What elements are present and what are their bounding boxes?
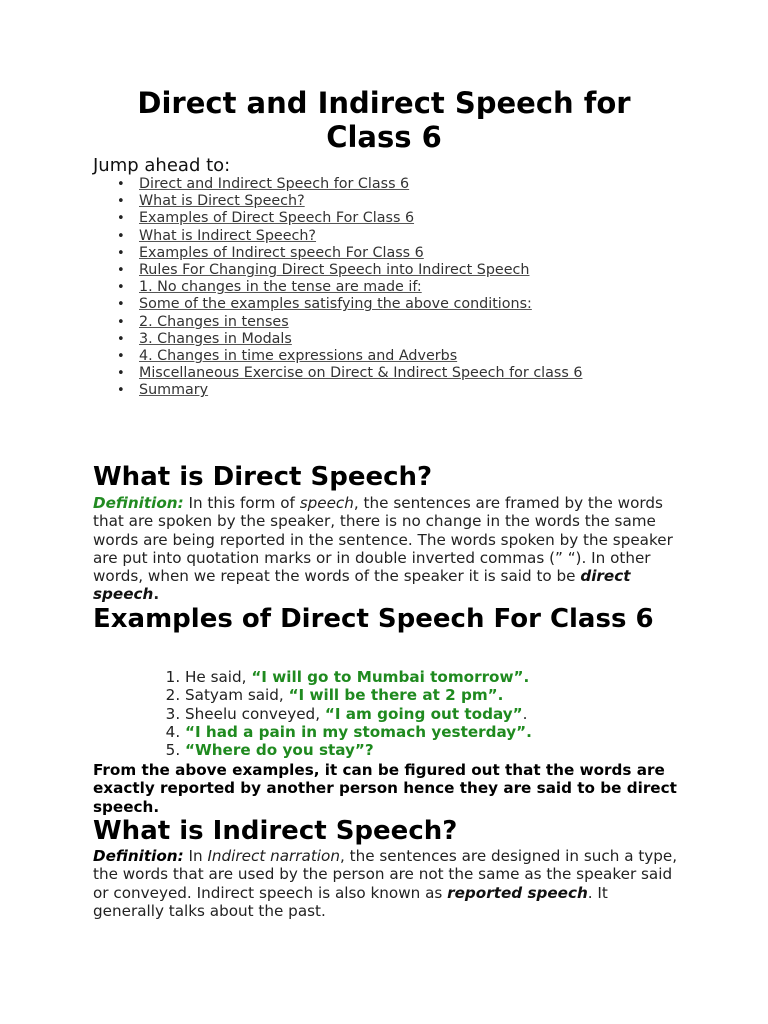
toc-item [139,382,582,399]
toc-item [139,279,582,296]
example-item [185,686,532,704]
example-item [185,668,532,686]
section-heading-direct-speech: What is Direct Speech? [93,462,433,492]
section-heading-indirect-speech: What is Indirect Speech? [93,816,458,846]
table-of-contents [93,176,582,400]
example-quote: “I am going out today” [324,704,523,723]
example-quote: “I will go to Mumbai tomorrow”. [251,668,530,686]
definition-end: . [153,585,160,604]
definition-text: In this form of [183,494,300,512]
toc-link[interactable]: 3. Changes in Modals [139,330,292,347]
definition-emphasis: direct speech [93,567,631,604]
jump-ahead-label: Jump ahead to: [93,155,231,176]
example-quote: “Where do you stay”? [185,741,374,760]
definition-label: Definition: [93,847,184,865]
toc-item [139,193,582,210]
definition-label: Definition: [93,494,184,512]
example-intro: Satyam said, [185,686,289,705]
toc-link[interactable]: What is Direct Speech? [139,193,305,210]
toc-link[interactable]: Direct and Indirect Speech for Class 6 [139,176,410,192]
example-quote: “I had a pain in my stomach yesterday”. [185,722,532,741]
example-item [185,723,532,741]
examples-conclusion: From the above examples, it can be figured out that the words are exactly reported by another person hence they are said to be direct speech. [93,761,677,816]
toc-link[interactable]: Miscellaneous Exercise on Direct & Indirect Speech for class 6 [139,365,583,382]
example-item [185,741,532,759]
definition-italic-term: speech [299,494,354,512]
example-intro: He said, [185,668,252,686]
definition-text: . It generally talks about the past. [93,883,608,920]
definition-text: , the sentences are designed in such a type, the words that are used by the person are not the same as the speaker said or conveyed. Indirect speech is also known as [93,847,678,902]
toc-link[interactable]: 1. No changes in the tense are made if: [139,279,422,296]
definition-emphasis: reported speech [447,883,588,902]
toc-link[interactable]: Some of the examples satisfying the above conditions: [139,296,532,313]
example-quote: “I will be there at 2 pm”. [288,686,504,705]
example-intro: Sheelu conveyed, [185,704,325,723]
toc-item [139,262,582,279]
example-end: . [522,704,528,723]
indirect-speech-definition [93,847,683,920]
examples-list [93,668,532,759]
toc-item [139,331,582,348]
toc-link[interactable]: 2. Changes in tenses [139,313,289,330]
definition-text: In [183,847,208,865]
toc-link[interactable]: Examples of Direct Speech For Class 6 [139,210,415,227]
toc-item [139,348,582,365]
toc-item [139,210,582,227]
toc-link[interactable]: Summary [139,382,209,399]
toc-item [139,296,582,313]
toc-link[interactable]: 4. Changes in time expressions and Adverbs [139,348,458,365]
toc-item [139,228,582,245]
page-title: Direct and Indirect Speech for Class 6 [137,86,631,154]
direct-speech-definition [93,494,683,604]
section-heading-examples: Examples of Direct Speech For Class 6 [93,604,654,634]
toc-item [139,314,582,331]
definition-italic-term: Indirect narration [207,847,340,865]
toc-item [139,245,582,262]
example-item [185,705,532,723]
toc-link[interactable]: Rules For Changing Direct Speech into Indirect Speech [139,262,530,279]
toc-item [139,365,582,382]
toc-link[interactable]: What is Indirect Speech? [139,227,317,244]
toc-link[interactable]: Examples of Indirect speech For Class 6 [139,244,424,261]
definition-text: , the sentences are framed by the words that are spoken by the speaker, there is no change in the words the same words are being reported in the sentence. The words spoken by the speaker are put into quotation marks or in double inverted commas (” “). In other words, when we repeat the words of the speaker it is said to be [93,494,673,586]
toc-item [139,176,582,193]
